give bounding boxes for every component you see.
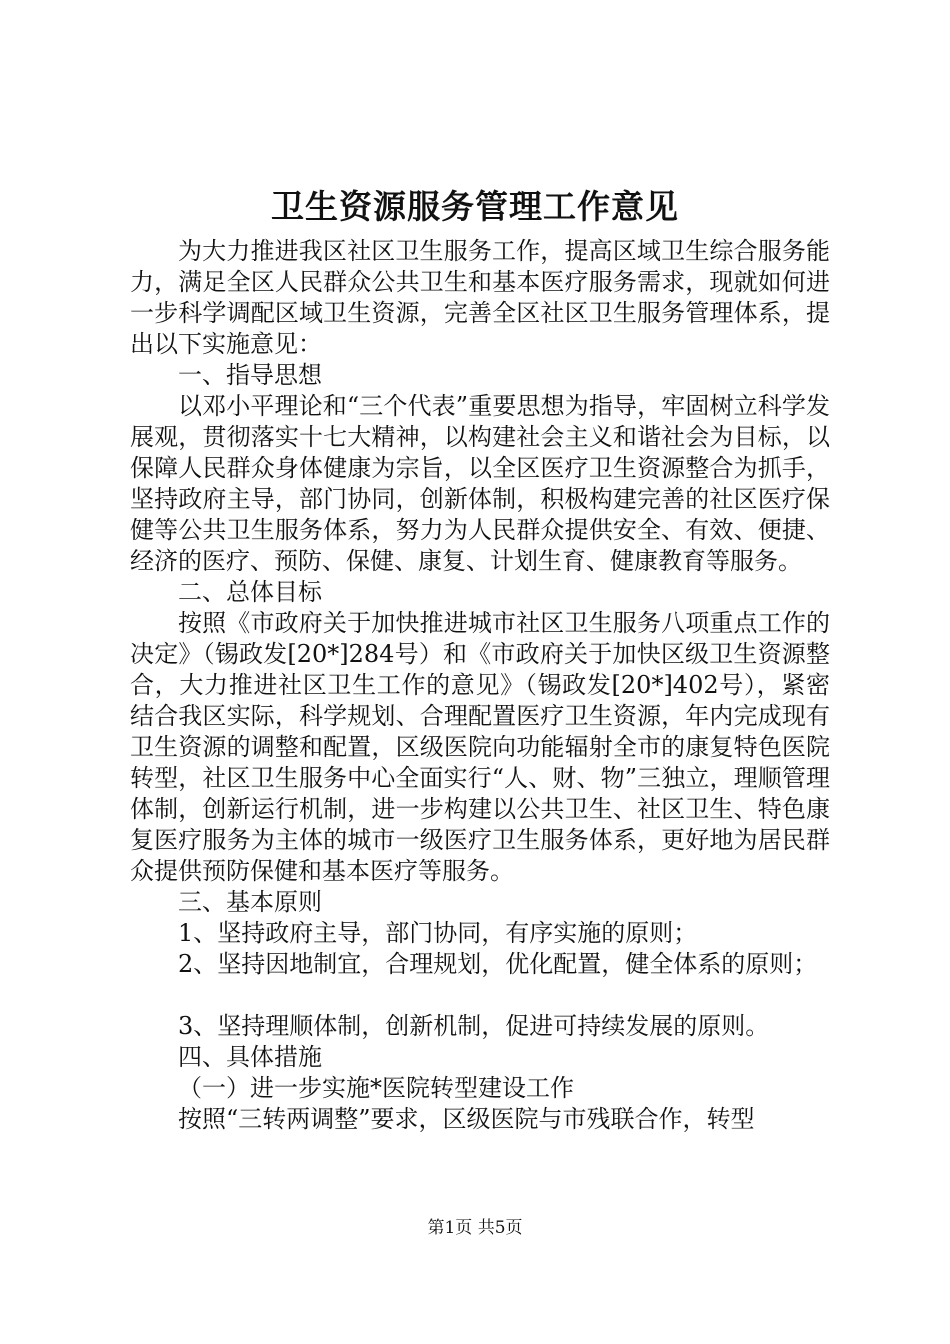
page-footer: 第1页 共5页 [427,1218,523,1238]
heading-basic-principles: 三、基本原则 [178,888,322,916]
document-title: 卫生资源服务管理工作意见 [271,187,679,226]
paragraph-intro: 为大力推进我区社区卫生服务工作，提高区域卫生综合服务能力，满足全区人民群众公共卫生和基本医疗服务需求，现就如何进一步科学调配区域卫生资源，完善全区社区卫生服务管理体系，提出以下实施意见： [130,237,830,358]
principle-item-1: 1、坚持政府主导，部门协同，有序实施的原则； [178,919,698,947]
paragraph-hospital-transformation: 按照“三转两调整”要求，区级医院与市残联合作，转型 [178,1105,755,1133]
paragraph-guiding-thought: 以邓小平理论和“三个代表”重要思想为指导，牢固树立科学发展观，贯彻落实十七大精神，以构建社会主义和谐社会为目标，以保障人民群众身体健康为宗旨，以全区医疗卫生资源整合为抓手，坚持政府主导，部门协同，创新体制，积极构建完善的社区医疗保健等公共卫生服务体系，努力为人民群众提供安全、有效、便捷、经济的医疗、预防、保健、康复、计划生育、健康教育等服务。 [130,392,830,575]
principle-item-2: 2、坚持因地制宜，合理规划，优化配置，健全体系的原则； [178,950,818,978]
heading-guiding-thought: 一、指导思想 [178,361,322,389]
paragraph-overall-goal: 按照《市政府关于加快推进城市社区卫生服务八项重点工作的决定》（锡政发[20*]284号）和《市政府关于加快区级卫生资源整合，大力推进社区卫生工作的意见》（锡政发[20*]402号），紧密结合我区实际，科学规划、合理配置医疗卫生资源，年内完成现有卫生资源的调整和配置，区级医院向功能辐射全市的康复特色医院转型，社区卫生服务中心全面实行“人、财、物”三独立，理顺管理体制，创新运行机制，进一步构建以公共卫生、社区卫生、特色康复医疗服务为主体的城市一级医疗卫生服务体系，更好地为居民群众提供预防保健和基本医疗等服务。 [130,609,830,885]
principle-item-3: 3、坚持理顺体制，创新机制，促进可持续发展的原则。 [178,1012,770,1040]
document-body [130,236,830,1135]
subheading-hospital-transformation: （一）进一步实施*医院转型建设工作 [178,1074,574,1102]
heading-specific-measures: 四、具体措施 [178,1043,322,1071]
heading-overall-goal: 二、总体目标 [178,578,322,606]
